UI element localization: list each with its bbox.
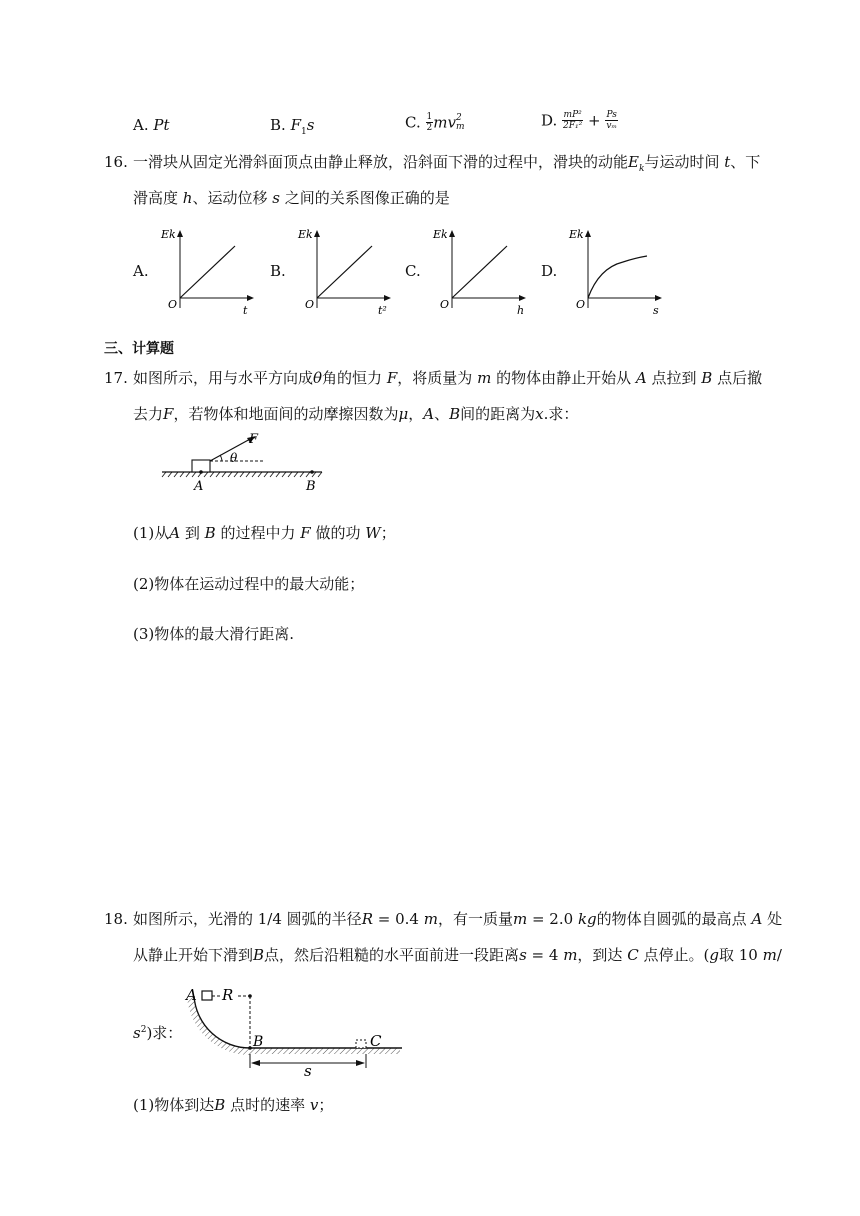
q18-text-line-2: 从静止开始下滑到B点，然后沿粗糙的水平面前进一段距离s = 4 m，到达 C 点停止。(g取 10 m/ (133, 946, 782, 964)
q16-option-c-label: C. (405, 262, 421, 280)
q15-option-a-text: Pt (153, 116, 170, 134)
q16-graph-b (294, 226, 394, 318)
q17-subquestion-2: (2)物体在运动过程中的最大动能； (133, 575, 365, 593)
svg-text:s: s (304, 1062, 312, 1076)
q16-graph-d (565, 226, 665, 318)
svg-text:O: O (576, 298, 586, 311)
q16-text-line-1: 一滑块从固定光滑斜面顶点由静止释放，沿斜面下滑的过程中，滑块的动能$E_k$与运动时间 t、下 (133, 153, 761, 174)
svg-text:A: A (186, 986, 197, 1004)
q16-text-line-2: 滑高度 h、运动位移 s 之间的关系图像正确的是 (133, 189, 450, 207)
q16-option-d-label: D. (541, 262, 558, 280)
graph-a-y-label: Ek (161, 228, 176, 241)
svg-text:Ek: Ek (298, 228, 313, 241)
q15-option-d-fraction-2: $\frac{Ps}{\text{vₘ}}$ (606, 110, 617, 131)
svg-text:O: O (440, 298, 450, 311)
q16-option-a-label: A. (133, 262, 149, 280)
svg-text:θ: θ (230, 451, 238, 465)
q16-graph-a (157, 226, 257, 318)
svg-text:t²: t² (378, 304, 387, 317)
q15-option-c: C. $\frac{1}{2}$ mv 2 m (405, 112, 465, 133)
q18-text-line-1: 如图所示，光滑的 1/4 圆弧的半径R = 0.4 m，有一质量m = 2.0 kg的物体自圆弧的最高点 A 处 (133, 910, 783, 928)
q17-subquestion-3: (3)物体的最大滑行距离. (133, 625, 295, 643)
section-title: 三、计算题 (104, 341, 174, 357)
q18-number: 18. (104, 910, 128, 928)
svg-text:B: B (253, 1034, 264, 1050)
q17-subquestion-1: (1)从A 到 B 的过程中力 F 做的功 W； (133, 524, 396, 542)
q17-text-line-1: 如图所示，用与水平方向成θ角的恒力 F，将质量为 m 的物体由静止开始从 A 点拉到 B 点后撤 (133, 369, 763, 387)
svg-text:C: C (370, 1032, 382, 1050)
svg-text:F: F (249, 432, 259, 447)
q17-text-line-2: 去力F，若物体和地面间的动摩擦因数为μ，A、B间的距离为x.求： (133, 405, 579, 423)
q16-number: 16. (104, 153, 128, 171)
svg-text:O: O (168, 298, 178, 311)
q18-figure (180, 976, 410, 1076)
q16-option-b-label: B. (270, 262, 286, 280)
svg-text:Ek: Ek (569, 228, 584, 241)
svg-text:t: t (243, 304, 248, 317)
q15-option-b: B. $F_1s$ (270, 116, 315, 137)
svg-text:s: s (653, 304, 659, 317)
q16-graph-c (429, 226, 529, 318)
svg-text:Ek: Ek (433, 228, 448, 241)
q15-option-a: A. Pt (133, 116, 170, 134)
svg-text:A: A (194, 479, 204, 492)
q15-option-d-fraction-1: $\frac{\text{mP²}}{\text{2F₁²}}$ (563, 110, 583, 131)
q18-subquestion-1: (1)物体到达B 点时的速率 v； (133, 1096, 334, 1114)
svg-text:O: O (305, 298, 315, 311)
q15-option-d: D. $\frac{\text{mP²}}{\text{2F₁²}}$ + $\frac{Ps}{\text{vₘ}}$ (541, 110, 617, 131)
svg-text:B: B (306, 479, 316, 492)
q15-option-c-fraction: $\frac{1}{2}$ (426, 112, 433, 133)
q17-figure (160, 428, 340, 492)
q18-text-line-3: $s^2$)求： (133, 1024, 183, 1042)
svg-text:R: R (222, 986, 234, 1004)
q17-number: 17. (104, 369, 128, 387)
svg-text:h: h (517, 304, 525, 317)
